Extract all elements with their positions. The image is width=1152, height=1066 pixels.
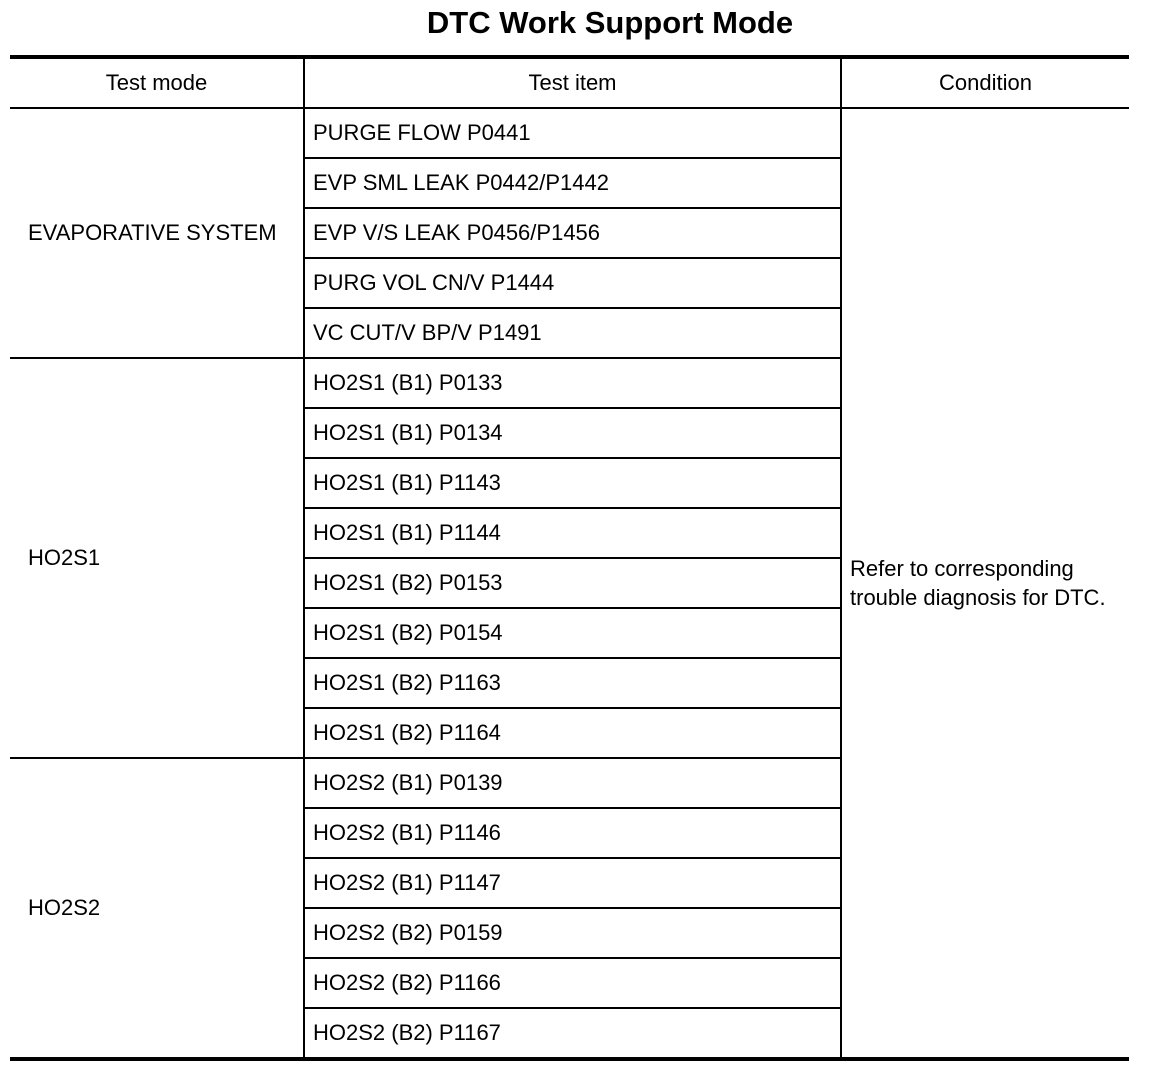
test-item-cell: HO2S1 (B1) P0134	[304, 408, 841, 458]
test-item-cell: HO2S1 (B2) P0154	[304, 608, 841, 658]
test-item-cell: HO2S1 (B1) P1143	[304, 458, 841, 508]
table-row	[10, 108, 1129, 158]
test-item-cell: HO2S1 (B1) P0133	[304, 358, 841, 408]
test-item-cell: HO2S1 (B2) P1164	[304, 708, 841, 758]
test-item-cell: HO2S2 (B1) P1146	[304, 808, 841, 858]
test-item-cell: PURGE FLOW P0441	[304, 108, 841, 158]
test-item-cell: HO2S2 (B2) P1166	[304, 958, 841, 1008]
test-item-cell: HO2S2 (B1) P0139	[304, 758, 841, 808]
test-item-cell: PURG VOL CN/V P1444	[304, 258, 841, 308]
test-item-cell: HO2S2 (B2) P0159	[304, 908, 841, 958]
test-mode-cell: HO2S1	[10, 358, 304, 758]
page-title: DTC Work Support Mode	[426, 5, 794, 40]
test-item-cell: HO2S1 (B1) P1144	[304, 508, 841, 558]
dtc-work-support-table	[10, 55, 1129, 1061]
test-item-cell: HO2S2 (B1) P1147	[304, 858, 841, 908]
test-item-cell: EVP V/S LEAK P0456/P1456	[304, 208, 841, 258]
test-item-cell: HO2S2 (B2) P1167	[304, 1008, 841, 1059]
test-item-cell: HO2S1 (B2) P0153	[304, 558, 841, 608]
test-item-cell: VC CUT/V BP/V P1491	[304, 308, 841, 358]
test-item-cell: EVP SML LEAK P0442/P1442	[304, 158, 841, 208]
header-test-item: Test item	[304, 57, 841, 108]
test-mode-cell: HO2S2	[10, 758, 304, 1059]
table-header-row	[10, 57, 1129, 108]
header-condition: Condition	[841, 57, 1129, 108]
test-mode-cell: EVAPORATIVE SYSTEM	[10, 108, 304, 358]
condition-cell: Refer to corresponding trouble diagnosis for DTC.	[841, 108, 1129, 1059]
table-body	[10, 108, 1129, 1059]
header-test-mode: Test mode	[10, 57, 304, 108]
test-item-cell: HO2S1 (B2) P1163	[304, 658, 841, 708]
